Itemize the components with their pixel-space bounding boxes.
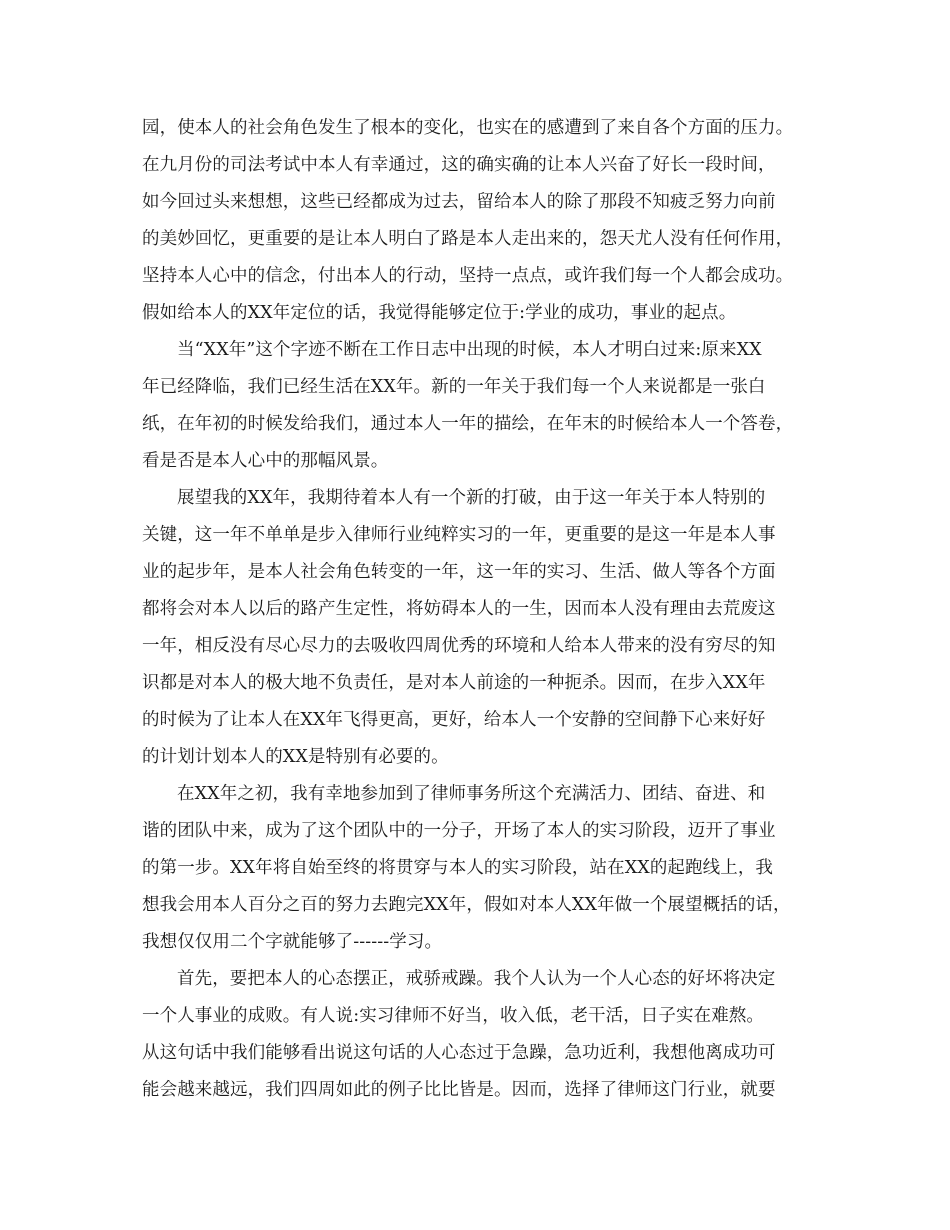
text-line: 的计划计划本人的XX是特别有必要的。 xyxy=(142,747,449,767)
text-line: 的时候为了让本人在XX年飞得更高，更好，给本人一个安静的空间静下心来好好 xyxy=(142,710,766,730)
text-line: 看是否是本人心中的那幅风景。 xyxy=(142,451,389,471)
text-line: 年已经降临，我们已经生活在XX年。新的一年关于我们每一个人来说都是一张白 xyxy=(142,377,766,397)
text-line: 园，使本人的社会角色发生了根本的变化，也实在的感遭到了来自各个方面的压力。 xyxy=(142,118,794,138)
text-line: 假如给本人的XX年定位的话，我觉得能够定位于:学业的成功，事业的起点。 xyxy=(142,303,737,323)
text-line: 纸，在年初的时候发给我们，通过本人一年的描绘，在年末的时候给本人一个答卷， xyxy=(142,414,794,434)
text-line: 都将会对本人以后的路产生定性，将妨碍本人的一生，因而本人没有理由去荒废这 xyxy=(142,599,776,619)
paragraph-first-line: 首先，要把本人的心态摆正，戒骄戒躁。我个人认为一个人心态的好坏将决定 xyxy=(177,969,776,989)
paragraph-first-line: 当“XX年”这个字迹不断在工作日志中出现的时候，本人才明白过来:原来XX xyxy=(177,340,762,360)
text-line: 从这句话中我们能够看出说这句话的人心态过于急躁，急功近利，我想他离成功可 xyxy=(142,1043,776,1063)
text-line: 能会越来越远，我们四周如此的例子比比皆是。因而，选择了律师这门行业，就要 xyxy=(142,1080,776,1100)
text-line: 我想仅仅用二个字就能够了------学习。 xyxy=(142,932,443,952)
text-line: 一年，相反没有尽心尽力的去吸收四周优秀的环境和人给本人带来的没有穷尽的知 xyxy=(142,636,776,656)
text-line: 的第一步。XX年将自始至终的将贯穿与本人的实习阶段，站在XX的起跑线上，我 xyxy=(142,858,774,878)
paragraph-first-line: 展望我的XX年，我期待着本人有一个新的打破，由于这一年关于本人特别的 xyxy=(177,488,766,508)
text-line: 的美妙回忆，更重要的是让本人明白了路是本人走出来的，怨天尤人没有任何作用， xyxy=(142,229,794,249)
text-line: 在九月份的司法考试中本人有幸通过，这的确实确的让本人兴奋了好长一段时间， xyxy=(142,155,776,175)
text-line: 想我会用本人百分之百的努力去跑完XX年，假如对本人XX年做一个展望概括的话， xyxy=(142,895,791,915)
text-line: 一个人事业的成败。有人说:实习律师不好当，收入低，老干活，日子实在难熬。 xyxy=(142,1006,764,1026)
text-line: 坚持本人心中的信念，付出本人的行动，坚持一点点，或许我们每一个人都会成功。 xyxy=(142,266,794,286)
text-line: 如今回过头来想想，这些已经都成为过去，留给本人的除了那段不知疲乏努力向前 xyxy=(142,192,776,212)
text-line: 关键，这一年不单单是步入律师行业纯粹实习的一年，更重要的是这一年是本人事 xyxy=(142,525,776,545)
text-line: 识都是对本人的极大地不负责任，是对本人前途的一种扼杀。因而，在步入XX年 xyxy=(142,673,766,693)
text-line: 谐的团队中来，成为了这个团队中的一分子，开场了本人的实习阶段，迈开了事业 xyxy=(142,821,776,841)
text-line: 业的起步年，是本人社会角色转变的一年，这一年的实习、生活、做人等各个方面 xyxy=(142,562,776,582)
paragraph-first-line: 在XX年之初，我有幸地参加到了律师事务所这个充满活力、团结、奋进、和 xyxy=(177,784,766,804)
